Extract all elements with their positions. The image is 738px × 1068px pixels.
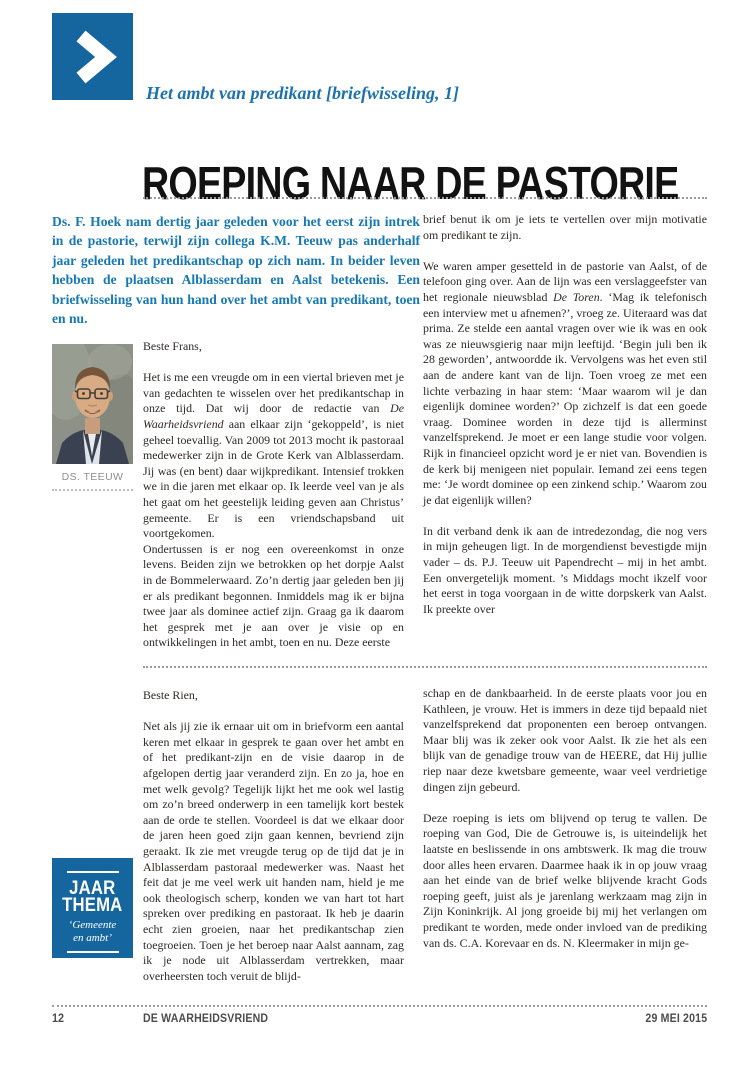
photo-caption-divider bbox=[52, 489, 133, 491]
letter1-right-p1: brief benut ik om je iets te vertellen over mijn motivatie om predikant te zijn. bbox=[423, 212, 707, 242]
photo-caption: DS. TEEUW bbox=[61, 471, 124, 483]
letter2-left-column bbox=[143, 688, 404, 984]
series-kicker: Het ambt van predikant [briefwisseling, 1] bbox=[146, 83, 459, 103]
jaarthema-quote-line1: ‘Gemeente bbox=[68, 919, 117, 931]
letter1-right-p2: We waren amper gesetteld in de pastorie van Aalst, of de telefoon ging over. Aan de lijn was een verslaggeefster van het regionale nieuwsblad De Toren. ‘Mag ik telefonisch een interview met u afnemen?’, vroeg ze. Uiteraard was dat prima. Ze stelde een aantal vragen over wie ik was en ook was ze nieuwsgierig naar mijn leeftijd. ‘Begin juli ben ik 28 geworden’, antwoordde ik. Vervolgens was het even stil aan de andere kant van de lijn. Toen vroeg ze met een lichte verbazing in haar stem: ‘Maar waarom wil je dan eigenlijk dominee worden?’ Op zichzelf is dat een goede vraag. Dominee worden in deze tijd is allerminst vanzelfsprekend. Je moet er een lange studie voor volgen. Rijk in financieel opzicht word je er niet van. Bovendien is de kerk bij menigeen niet populair. Iemand zei eens tegen me: ‘Je wordt dominee op een zinkend schip.’ Waarom zou je dat eigenlijk willen? bbox=[423, 258, 708, 507]
letter1-left-column bbox=[143, 339, 404, 651]
letter2-right-p2: Deze roeping is iets om blijvend op terug te vallen. De roeping van God, Die de Getrouwe is, is uiteindelijk het laatste en beslissende in ons ambtswerk. Ik mag die trouw door alles heen ervaren. Daarmee haak ik in op jouw vraag aan het einde van de brief welke blijvende kracht Gods roeping geeft, juist als je jarenlang werkzaam mag zijn in Zijn Koninkrijk. Al jong groeide bij mij het verlangen om predikant te worden, mede onder invloed van de prediking van ds. C.A. Korevaar en ds. N. Kleermaker in mijn ge- bbox=[423, 810, 707, 950]
issue-date: 29 MEI 2015 bbox=[645, 1011, 707, 1025]
letter1-right-p3: In dit verband denk ik aan de intredezondag, die nog vers in mijn geheugen ligt. In de morgendienst bevestigde mijn vader – ds. P.J. Teeuw uit Papendrecht – mij in het ambt. Een onvergetelijk moment. ’s Middags mocht ikzelf voor het eerst in toga voorgaan in de witte dorpskerk van Aalst. Ik preekte over bbox=[423, 523, 707, 616]
chevron-right-icon bbox=[52, 13, 133, 100]
jaarthema-quote bbox=[69, 919, 117, 945]
brand-corner-block bbox=[52, 13, 133, 100]
jaarthema-words bbox=[58, 880, 127, 914]
letter1-salutation: Beste Frans, bbox=[143, 339, 202, 353]
intro-paragraph: Ds. F. Hoek nam dertig jaar geleden voor het eerst zijn intrek in de pastorie, terwijl zijn collega K.M. Teeuw pas anderhalf jaar geleden het predikantschap op zich nam. In beider leven hebben de plaatsen Alblasserdam en Aalst betekenis. Een briefwisseling van hun hand over het ambt van predikant, toen en nu. bbox=[52, 214, 420, 327]
jaarthema-badge bbox=[52, 858, 133, 958]
page-footer bbox=[52, 1011, 707, 1027]
page-number: 12 bbox=[52, 1011, 65, 1025]
letter2-right-column bbox=[423, 686, 707, 951]
magazine-name: DE WAARHEIDSVRIEND bbox=[143, 1011, 269, 1025]
author-photo-block bbox=[52, 344, 133, 491]
letter2-right-p1: schap en de dankbaarheid. In de eerste plaats voor jou en Kathleen, je vrouw. Het is immers in deze tijd bepaald niet vanzelfsprekend dat proponenten een beroep ontvangen. Maar blij was ik zeker ook voor Aalst. Ik zie het als een blijk van de genadige trouw van de HEERE, dat Hij jullie riep naar deze kwetsbare gemeente, waar veel verdrietige dingen zijn gebeurd. bbox=[423, 686, 707, 794]
jaarthema-word-1: JAAR bbox=[69, 878, 116, 899]
jaarthema-bottom-rule bbox=[67, 951, 119, 953]
footer-divider bbox=[52, 1005, 707, 1007]
title-divider bbox=[143, 197, 707, 199]
page-title: ROEPING NAAR DE PASTORIE bbox=[142, 156, 679, 209]
jaarthema-quote-line2: en ambt’ bbox=[73, 932, 112, 944]
jaarthema-word-2: THEMA bbox=[62, 895, 123, 916]
letter1-left-p2: Ondertussen is er nog een overeenkomst in onze levens. Beiden zijn we betrokken op het dorpje Aalst in de Bommelerwaard. Zo’n dertig jaar geleden ben jij er als predikant begonnen. Inmiddels mag ik er bijna twee jaar als dominee actief zijn. Graag ga ik daarom het gesprek met je aan over je visie op en ontwikkelingen in het ambt, toen en nu. Deze eerste bbox=[143, 541, 404, 650]
letter1-left-p1: Het is me een vreugde om in een viertal brieven met je van gedachten te wisselen over het predikantschap in onze tijd. Dat wij door de redactie van De Waarheidsvriend aan elkaar zijn ‘gekoppeld’, is niet geheel toevallig. Van 2009 tot 2013 mocht ik pastoraal medewerker zijn in de Grote Kerk van Alblasserdam. Jij was (en bent) daar wijkpredikant. Intensief trokken we in die jaren met elkaar op. Ik leerde veel van je als het gaat om het geestelijk leiding geven aan Christus’ gemeente. Er is een vriendschapsband uit voortgekomen. bbox=[143, 370, 404, 541]
letter2-salutation: Beste Rien, bbox=[143, 688, 198, 702]
jaarthema-top-rule bbox=[67, 871, 119, 873]
portrait-photo bbox=[52, 344, 133, 464]
letter1-right-column bbox=[423, 212, 707, 617]
letter2-left-p1: Net als jij zie ik ernaar uit om in briefvorm een aantal keren met elkaar in gesprek te gaan over het ambt en of het predikant-zijn en de visie daarop in de afgelopen dertig jaar veranderd zijn. En zo ja, hoe en met welk gevolg? Tegelijk lijkt het me ook wel lastig om zo’n breed onderwerp in een tamelijk kort bestek aan de orde te stellen. Voordeel is dat we elkaar door de jaren heen goed zijn gaan kennen, bevriend zijn geraakt. Ik zie met vreugde terug op de tijd dat je in Alblasserdam pastoraal medewerker was. Naast het feit dat je me veel werk uit handen nam, hield je me ook theologisch scherp, konden we van hart tot hart spreken over prediking en pastoraat. Ik heb je daarin echt zien groeien, naar het predikantschap zien toegroeien. Toen je het beroep naar Aalst aannam, zag ik je node uit Alblasserdam vertrekken, maar overheersten toch veruit de blijd- bbox=[143, 719, 404, 983]
section-divider bbox=[143, 666, 707, 668]
